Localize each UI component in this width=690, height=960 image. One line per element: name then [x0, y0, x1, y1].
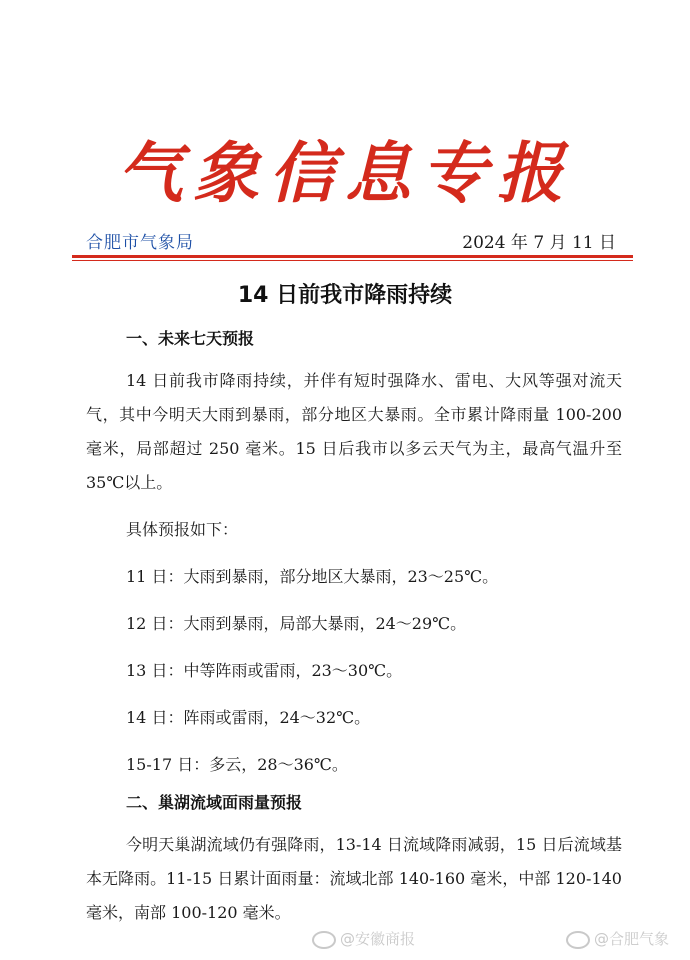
- section-paragraph: 今明天巢湖流域仍有强降雨，13-14 日流域降雨减弱，15 日后流域基本无降雨。11-15 日累计面雨量：流域北部 140-160 毫米，中部 120-140 毫米，南部 100-120 毫米。: [86, 835, 622, 922]
- forecast-intro: 具体预报如下：: [126, 520, 239, 539]
- forecast-line: 14 日：阵雨或雷雨，24～32℃。: [126, 708, 371, 727]
- header-rule: [72, 255, 633, 258]
- forecast-line: 12 日：大雨到暴雨，局部大暴雨，24～29℃。: [126, 614, 467, 633]
- forecast-line: 15-17 日：多云，28～36℃。: [126, 755, 348, 774]
- forecast-line: 11 日：大雨到暴雨，部分地区大暴雨，23～25℃。: [126, 567, 499, 586]
- watermark: [312, 928, 415, 949]
- watermark-text: @安徽商报: [340, 930, 416, 948]
- document-body: [86, 322, 622, 930]
- issue-date: 2024 年 7 月 11 日: [462, 233, 616, 253]
- section-paragraph: 14 日前我市降雨持续，并伴有短时强降水、雷电、大风等强对流天气，其中今明天大雨到暴雨，部分地区大暴雨。全市累计降雨量 100-200 毫米，局部超过 250 毫米。15 日后我市以多云天气为主，最高气温升至 35℃以上。: [86, 371, 622, 492]
- issuing-organization: 合肥市气象局: [86, 233, 194, 253]
- weibo-icon: [566, 931, 590, 949]
- weibo-icon: [312, 931, 336, 949]
- document-title: 14 日前我市降雨持续: [237, 283, 453, 308]
- watermark: [566, 928, 669, 949]
- watermark-text: @合肥气象: [594, 930, 670, 948]
- section-heading: 一、未来七天预报: [126, 329, 255, 348]
- forecast-line: 13 日：中等阵雨或雷雨，23～30℃。: [126, 661, 403, 680]
- header-rule-thin: [72, 260, 633, 261]
- section-heading: 二、巢湖流域面雨量预报: [126, 793, 303, 812]
- masthead-title: 气象信息专报: [117, 134, 573, 212]
